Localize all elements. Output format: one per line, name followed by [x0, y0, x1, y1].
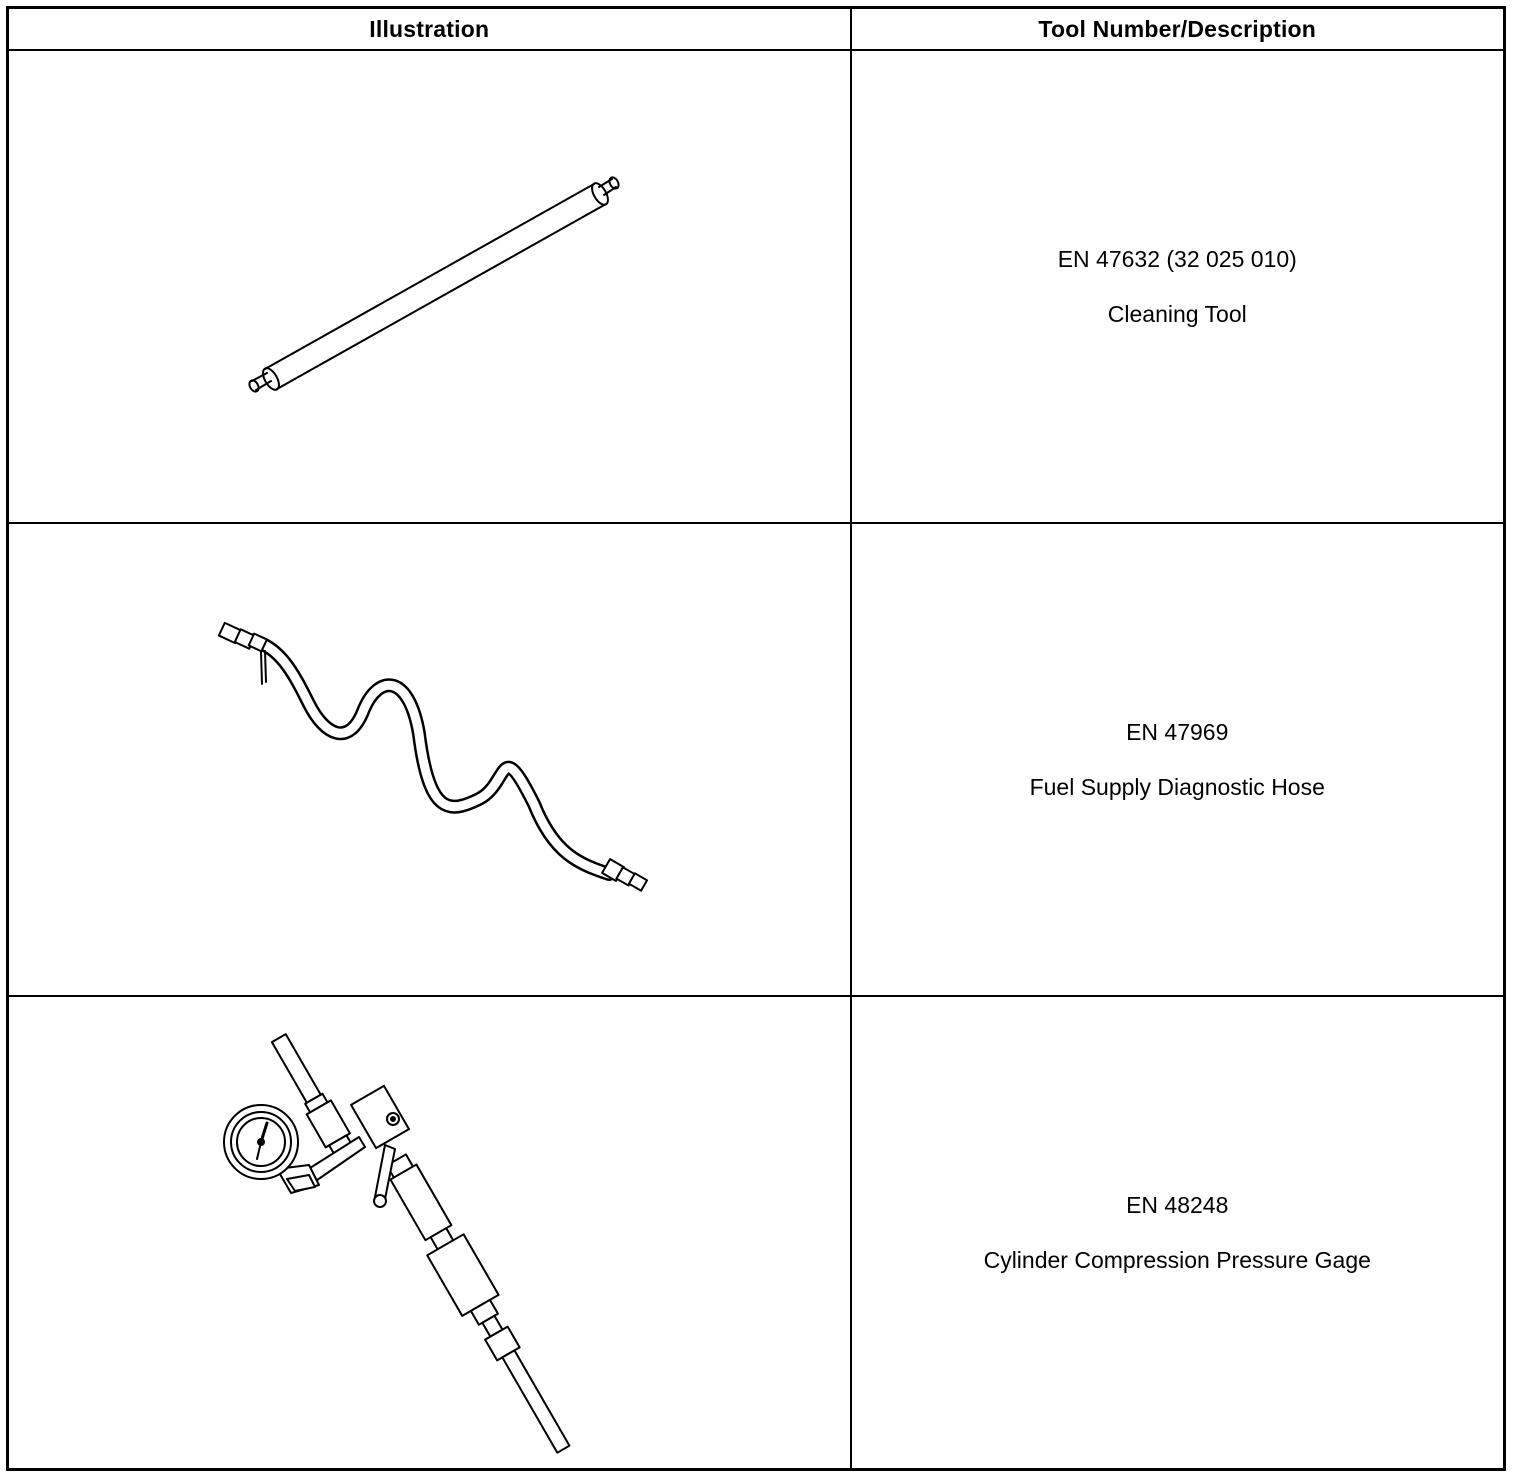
tool-number: EN 47632 (32 025 010)	[1057, 246, 1297, 272]
tool-cell	[851, 996, 1505, 1470]
tool-description: Cylinder Compression Pressure Gage	[983, 1247, 1371, 1273]
table-row	[8, 996, 1505, 1470]
tool-cell	[851, 523, 1505, 996]
fuel-supply-diagnostic-hose-icon	[9, 524, 852, 995]
tool-description: Fuel Supply Diagnostic Hose	[1029, 774, 1325, 800]
table-row	[8, 523, 1505, 996]
cleaning-tool-icon	[9, 51, 852, 522]
tool-number: EN 48248	[1126, 1192, 1229, 1218]
illustration-cell	[8, 523, 851, 996]
tool-cell	[851, 50, 1505, 523]
special-tools-table	[6, 6, 1506, 1471]
cylinder-compression-pressure-gage-icon	[9, 997, 852, 1468]
illustration-cell	[8, 50, 851, 523]
illustration-cell	[8, 996, 851, 1470]
header-tool-number-description: Tool Number/Description	[851, 8, 1505, 51]
table-header-row	[8, 8, 1505, 51]
header-illustration: Illustration	[8, 8, 851, 51]
table-row	[8, 50, 1505, 523]
tool-number: EN 47969	[1126, 719, 1229, 745]
tool-description: Cleaning Tool	[1107, 301, 1247, 327]
